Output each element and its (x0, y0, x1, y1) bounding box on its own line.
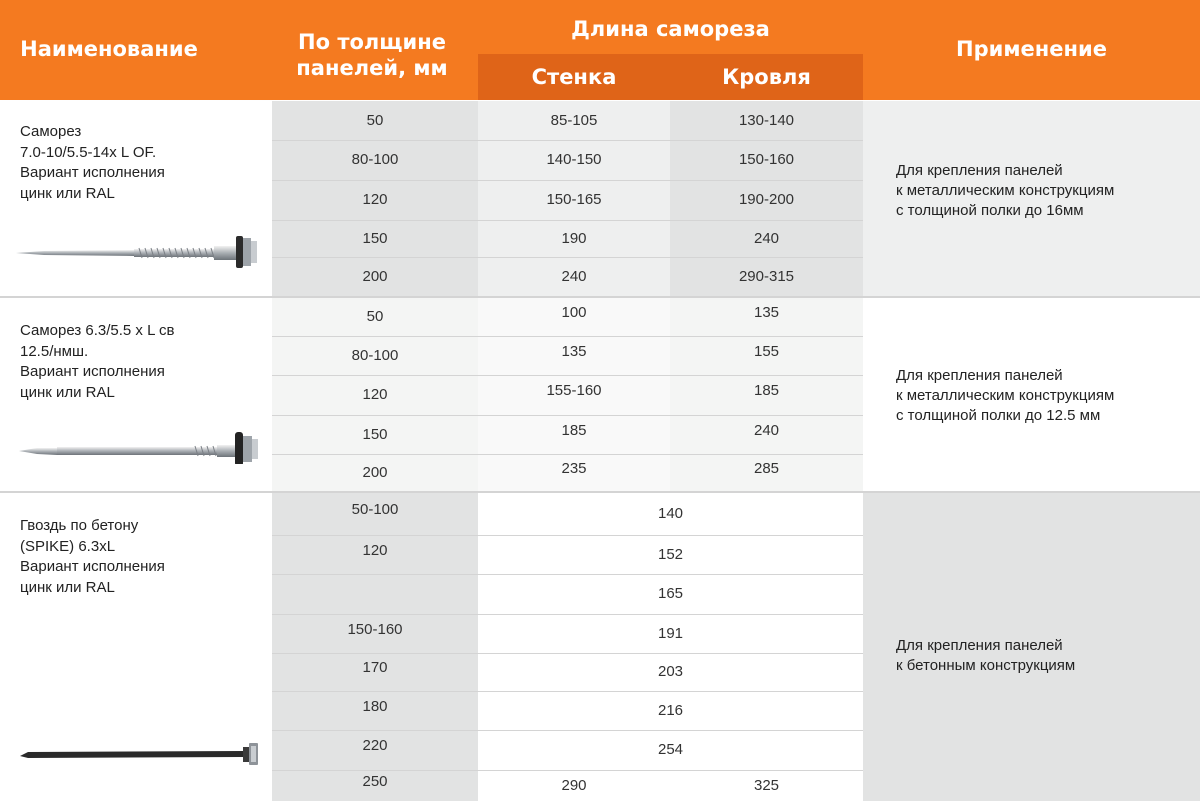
group-1-name: Саморез 7.0-10/5.5-14x L OF. Вариант исполнения цинк или RAL (20, 123, 165, 202)
thickness-cell: 150-160 (347, 621, 403, 638)
group-3-row-divider (272, 653, 863, 654)
thickness-cell: 200 (362, 268, 388, 285)
wall-length-cell: 85-105 (550, 112, 598, 129)
thickness-cell: 50-100 (351, 501, 399, 518)
thickness-cell: 120 (362, 191, 388, 208)
wall-length-cell: 240 (561, 268, 587, 285)
roof-length-cell: 135 (753, 304, 780, 321)
wall-length-cell: 190 (561, 230, 587, 247)
group-1-row-divider (272, 140, 863, 141)
length-cell: 203 (657, 663, 684, 680)
thickness-cell: 50 (366, 112, 384, 129)
group-2-row-divider (272, 375, 863, 376)
wall-length-cell: 290 (561, 777, 587, 794)
wall-length-cell: 155-160 (546, 382, 602, 399)
group-2-row-divider (272, 454, 863, 455)
group-separator (0, 491, 1200, 493)
roof-length-cell: 150-160 (738, 151, 795, 168)
self-drilling-screw-icon (17, 428, 262, 464)
roof-length-cell: 185 (753, 382, 780, 399)
wall-length-cell: 235 (561, 460, 587, 477)
thickness-cell: 150 (362, 230, 388, 247)
thickness-cell: 150 (362, 426, 388, 443)
self-drilling-screw-long-drill-tip-icon (14, 232, 259, 268)
thickness-cell: 170 (362, 659, 388, 676)
thickness-cell: 120 (362, 386, 388, 403)
roof-length-cell: 325 (753, 777, 780, 794)
wall-length-cell: 100 (561, 304, 587, 321)
header-application: Применение (956, 37, 1107, 61)
group-3-row-divider (272, 574, 863, 575)
roof-length-cell: 290-315 (738, 268, 795, 285)
group-3-row-divider (272, 730, 863, 731)
roof-length-cell: 130-140 (738, 112, 795, 129)
header-thickness: По толщине панелей, мм (296, 30, 448, 80)
roof-length-cell: 240 (753, 230, 780, 247)
wall-length-cell: 150-165 (546, 191, 602, 208)
thickness-cell: 220 (362, 737, 388, 754)
header-roof: Кровля (722, 65, 811, 89)
wall-length-cell: 135 (561, 343, 587, 360)
group-1-row-divider (272, 220, 863, 221)
thickness-cell: 80-100 (351, 151, 399, 168)
roof-length-cell: 240 (753, 422, 780, 439)
thickness-cell: 120 (362, 542, 388, 559)
group-separator (0, 296, 1200, 298)
length-cell: 254 (657, 741, 684, 758)
group-2-row-divider (272, 336, 863, 337)
header-wall: Стенка (531, 65, 617, 89)
thickness-cell: 50 (366, 308, 384, 325)
thickness-cell: 180 (362, 698, 388, 715)
length-cell: 191 (657, 625, 684, 642)
thickness-cell: 250 (362, 773, 388, 790)
group-2-name: Саморез 6.3/5.5 x L св 12.5/нмш. Вариант исполнения цинк или RAL (20, 322, 175, 401)
thickness-cell: 80-100 (351, 347, 399, 364)
length-cell: 165 (657, 585, 684, 602)
group-3-row-divider (272, 691, 863, 692)
length-cell: 152 (657, 546, 684, 563)
header-length: Длина самореза (571, 17, 770, 41)
roof-length-cell: 190-200 (738, 191, 795, 208)
wall-length-cell: 140-150 (546, 151, 602, 168)
wall-length-cell: 185 (561, 422, 587, 439)
thickness-cell: 200 (362, 464, 388, 481)
group-2-row-divider (272, 415, 863, 416)
header-name: Наименование (20, 37, 198, 61)
group-3-row-divider (272, 770, 863, 771)
group-3-application: Для крепления панелей к бетонным конструкциям (896, 637, 1076, 674)
group-3-row-divider (272, 614, 863, 615)
concrete-spike-nail-icon (18, 738, 263, 768)
group-1-application: Для крепления панелей к металлическим конструкциям с толщиной полки до 16мм (896, 162, 1115, 219)
group-1-row-divider (272, 180, 863, 181)
group-1-row-divider (272, 257, 863, 258)
group-3-row-divider (272, 535, 863, 536)
roof-length-cell: 155 (753, 343, 780, 360)
group-2-application: Для крепления панелей к металлическим конструкциям с толщиной полки до 12.5 мм (896, 367, 1115, 424)
group-3-name: Гвоздь по бетону (SPIKE) 6.3xL Вариант исполнения цинк или RAL (20, 517, 165, 596)
length-cell: 216 (657, 702, 684, 719)
roof-length-cell: 285 (753, 460, 780, 477)
length-cell: 140 (657, 505, 684, 522)
